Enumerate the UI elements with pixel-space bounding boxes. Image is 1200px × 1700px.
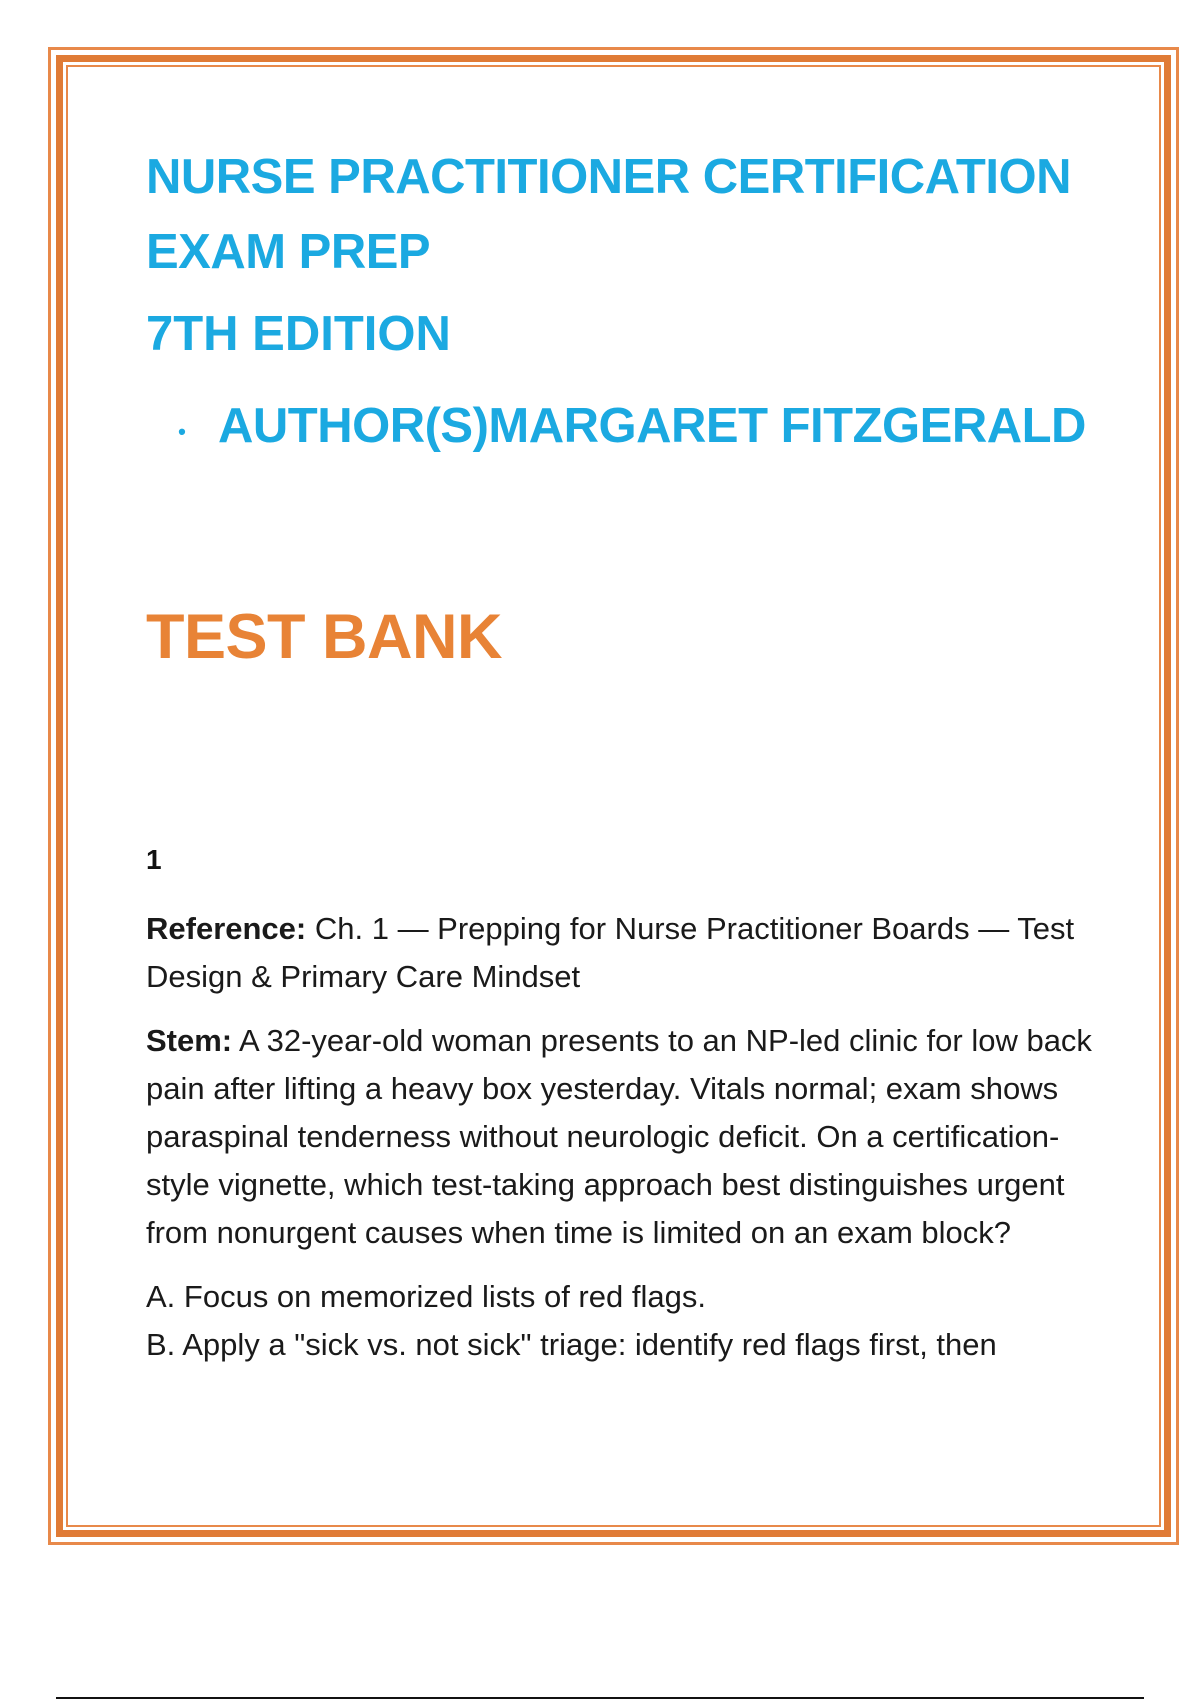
answer-option-b: B. Apply a "sick vs. not sick" triage: identify red flags first, then bbox=[146, 1327, 997, 1362]
reference-text: Ch. 1 — Prepping for Nurse Practitioner Boards — Test Design & Primary Care Mindset bbox=[146, 911, 1075, 994]
reference-label: Reference: bbox=[146, 911, 307, 946]
section-heading: TEST BANK bbox=[146, 602, 502, 672]
book-title bbox=[146, 140, 1096, 290]
book-title-line-1: NURSE PRACTITIONER CERTIFICATION bbox=[146, 150, 1071, 204]
book-title-line-2: EXAM PREP bbox=[146, 225, 431, 279]
page-content bbox=[146, 140, 1096, 1369]
question-reference bbox=[146, 905, 1096, 1001]
answer-option-a: A. Focus on memorized lists of red flags. bbox=[146, 1279, 706, 1314]
footer-divider bbox=[56, 1697, 1144, 1699]
bullet-icon: • bbox=[178, 419, 186, 444]
stem-label: Stem: bbox=[146, 1023, 233, 1058]
question-number: 1 bbox=[146, 844, 162, 875]
author-name: AUTHOR(S)MARGARET FITZGERALD bbox=[218, 399, 1086, 453]
edition-label: 7TH EDITION bbox=[146, 307, 451, 361]
answer-options bbox=[146, 1273, 1096, 1369]
stem-text: A 32-year-old woman presents to an NP-led clinic for low back pain after lifting a heavy box yesterday. Vitals normal; exam shows paraspinal tenderness without neurologic deficit. On a certification-style vignette, which test-taking approach best distinguishes urgent from nonurgent causes when time is limited on an exam block? bbox=[146, 1023, 1092, 1250]
question-stem bbox=[146, 1017, 1096, 1257]
author-row bbox=[146, 396, 1096, 456]
